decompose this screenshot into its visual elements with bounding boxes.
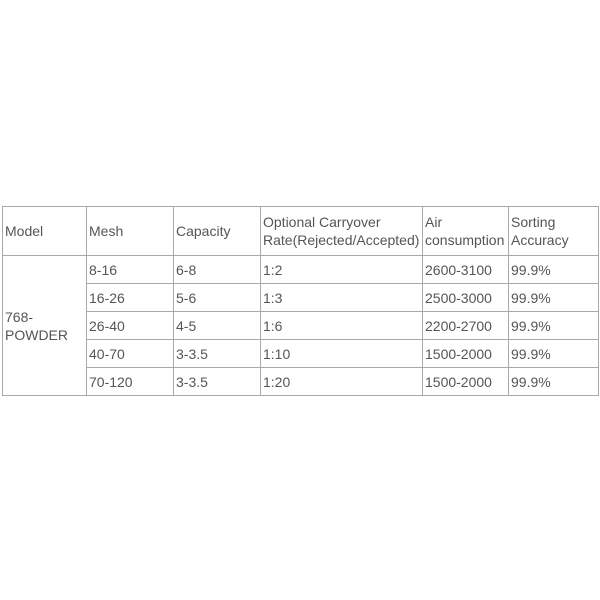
- rate-cell: 1:10: [261, 340, 423, 368]
- model-cell: [3, 256, 87, 396]
- header-sorting-accuracy: [509, 207, 599, 256]
- mesh-cell: 26-40: [87, 312, 174, 340]
- table-row: [3, 256, 599, 284]
- model-line1: 768-: [5, 308, 34, 325]
- header-air-line2: consumption: [425, 232, 505, 248]
- mesh-cell: 40-70: [87, 340, 174, 368]
- capacity-cell: 5-6: [174, 284, 261, 312]
- air-cell: 2500-3000: [423, 284, 509, 312]
- air-cell: 2600-3100: [423, 256, 509, 284]
- mesh-cell: 8-16: [87, 256, 174, 284]
- accuracy-cell: 99.9%: [509, 256, 599, 284]
- table-header-row: [3, 207, 599, 256]
- header-model: Model: [3, 207, 87, 256]
- rate-cell: 1:3: [261, 284, 423, 312]
- rate-cell: 1:6: [261, 312, 423, 340]
- header-mesh: Mesh: [87, 207, 174, 256]
- capacity-cell: 3-3.5: [174, 368, 261, 396]
- capacity-cell: 3-3.5: [174, 340, 261, 368]
- header-accuracy-line2: Accuracy: [511, 232, 569, 248]
- rate-cell: 1:20: [261, 368, 423, 396]
- table-row: [3, 284, 599, 312]
- header-capacity: Capacity: [174, 207, 261, 256]
- accuracy-cell: 99.9%: [509, 284, 599, 312]
- header-air-line1: Air: [425, 214, 443, 230]
- header-carryover-line1: Optional Carryover: [263, 214, 381, 230]
- header-accuracy-line1: Sorting: [511, 214, 556, 230]
- spec-table: [2, 206, 599, 396]
- air-cell: 1500-2000: [423, 368, 509, 396]
- air-cell: 1500-2000: [423, 340, 509, 368]
- model-line2: POWDER: [5, 326, 68, 343]
- table-row: [3, 340, 599, 368]
- capacity-cell: 4-5: [174, 312, 261, 340]
- table-row: [3, 312, 599, 340]
- accuracy-cell: 99.9%: [509, 312, 599, 340]
- header-carryover-line2: Rate(Rejected/Accepted): [263, 232, 420, 248]
- accuracy-cell: 99.9%: [509, 368, 599, 396]
- air-cell: 2200-2700: [423, 312, 509, 340]
- rate-cell: 1:2: [261, 256, 423, 284]
- accuracy-cell: 99.9%: [509, 340, 599, 368]
- mesh-cell: 70-120: [87, 368, 174, 396]
- header-carryover-rate: [261, 207, 423, 256]
- header-air-consumption: [423, 207, 509, 256]
- mesh-cell: 16-26: [87, 284, 174, 312]
- table-row: [3, 368, 599, 396]
- capacity-cell: 6-8: [174, 256, 261, 284]
